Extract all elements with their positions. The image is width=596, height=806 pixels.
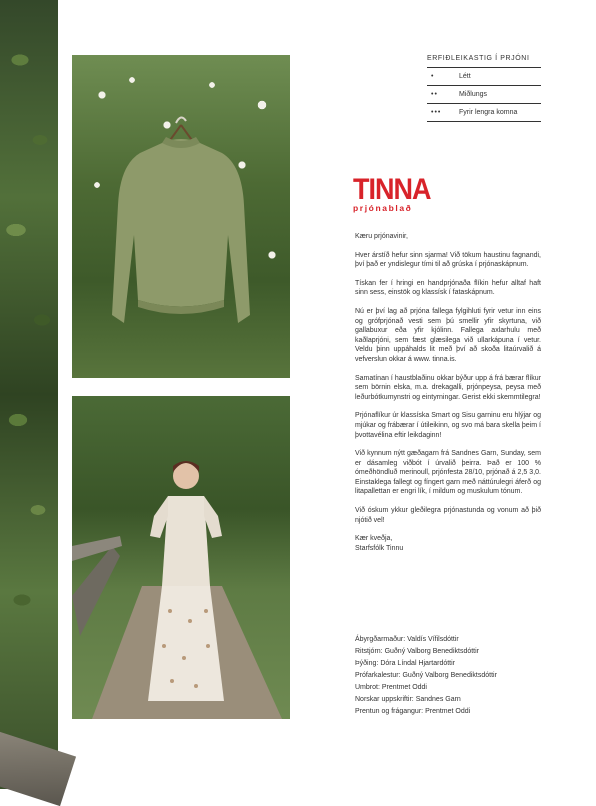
green-sweater-illustration bbox=[72, 55, 290, 378]
credit-row bbox=[355, 634, 545, 646]
credit-name: Prentmet Oddi bbox=[425, 708, 471, 715]
credit-role: Umbrot: bbox=[355, 684, 380, 691]
legend-row-medium bbox=[427, 86, 541, 104]
credit-name: Guðný Valborg Benediktsdóttir bbox=[384, 648, 480, 655]
letter-paragraph: Hver árstíð hefur sinn sjarma! Við tökum haustinu fagnandi, því það er yndislegur tími til að grúska í prjónaskápnum. bbox=[355, 251, 541, 269]
difficulty-legend bbox=[427, 55, 541, 122]
logo-wordmark: TINNA bbox=[353, 172, 431, 206]
credit-role: Ábyrgðarmaður: bbox=[355, 636, 406, 643]
model-on-boardwalk-illustration bbox=[72, 396, 290, 719]
credit-role: Ritstjórn: bbox=[355, 648, 383, 655]
credit-row bbox=[355, 682, 545, 694]
letter-paragraph: Við kynnum nýtt gæðagarn frá Sandnes Garn, Sunday, sem er dásamleg viðbót í úrvalið þeirra. Það er 100 % ómeðhöndluð merinoull, prjónfesta 28/10, prjónað á 2,5 3,0. Einstaklega fallegt og fíngert garn með náttúrulegri áferð og litapallettan er engri lík, í mildum og muskulum tónum. bbox=[355, 450, 541, 496]
legend-row-advanced bbox=[427, 104, 541, 122]
credit-row bbox=[355, 694, 545, 706]
difficulty-dots-icon: •• bbox=[431, 91, 438, 98]
legend-label: Fyrir lengra komna bbox=[459, 109, 518, 116]
legend-row-easy bbox=[427, 68, 541, 86]
credit-role: Þýðing: bbox=[355, 660, 379, 667]
fence-rail bbox=[0, 732, 76, 806]
legend-title: ERFIÐLEIKASTIG Í PRJÓNI bbox=[427, 55, 541, 68]
letter-paragraph: Prjónaflíkur úr klassíska Smart og Sisu garninu eru hlýjar og mjúkar og frábærar í útileikinn, og svo má bara skella þeim í þvottavélina eftir leikdaginn! bbox=[355, 412, 541, 439]
masthead-credits bbox=[355, 634, 545, 718]
credit-name: Dóra Líndal Hjartardóttir bbox=[380, 660, 456, 667]
credit-role: Prófarkalestur: bbox=[355, 672, 401, 679]
credit-row bbox=[355, 670, 545, 682]
credit-name: Valdís Vífilsdóttir bbox=[407, 636, 459, 643]
legend-label: Miðlungs bbox=[459, 91, 488, 98]
credit-name: Guðný Valborg Benediktsdóttir bbox=[402, 672, 497, 679]
letter-signature: Starfsfólk Tinnu bbox=[355, 544, 404, 552]
letter-paragraph: Samatínan í haustblaðinu okkar býður upp á frá bærar flíkur sem börnin elska, m.a. drekagalli, prjónpeysa, peysa með leðurbótkumynstri og eintyrningar. Gerist ekki skemmtilegra! bbox=[355, 374, 541, 401]
credit-role: Norskar uppskriftir: bbox=[355, 696, 414, 703]
tinna-logo bbox=[353, 172, 431, 213]
side-foliage-photo bbox=[0, 0, 58, 789]
difficulty-dots-icon: ••• bbox=[431, 109, 442, 116]
letter-paragraph: Tískan fer í hringi en handprjónaða flíkin hefur alltaf haft sinn sess, einstök og klassísk í fataskápnum. bbox=[355, 279, 541, 297]
credit-row bbox=[355, 706, 545, 718]
credit-role: Prentun og frágangur: bbox=[355, 708, 424, 715]
legend-label: Létt bbox=[459, 73, 471, 80]
editor-letter bbox=[355, 232, 541, 553]
letter-greeting: Kæru prjónavinir, bbox=[355, 233, 408, 240]
letter-paragraph: Nú er því lag að prjóna fallega fylgihluti fyrir vetur inn eins og grófprjónað vesti sem þú smellir yfir skyrtuna, við gallabuxur eða yfir kjólinn. Fallega axlarhulu með kaðlaprjóni, sem fæst glæsilega við ullarkápuna í vetur. Veldu þinn uppáhalds lit með því að skoða litaúrvalið á vefverslun okkar á www. tinna.is. bbox=[355, 307, 541, 363]
difficulty-dots-icon: • bbox=[431, 73, 435, 80]
credit-name: Prentmet Oddi bbox=[381, 684, 427, 691]
credit-row bbox=[355, 646, 545, 658]
letter-paragraph: Við óskum ykkur gleðilegra prjónastunda og vonum að þið njótið vel! bbox=[355, 507, 541, 524]
credit-name: Sandnes Garn bbox=[415, 696, 461, 703]
model-photo bbox=[72, 396, 290, 719]
logo-subtitle: prjónablað bbox=[353, 203, 413, 213]
letter-closing: Kær kveðja, bbox=[355, 535, 393, 543]
credit-row bbox=[355, 658, 545, 670]
sweater-photo bbox=[72, 55, 290, 378]
